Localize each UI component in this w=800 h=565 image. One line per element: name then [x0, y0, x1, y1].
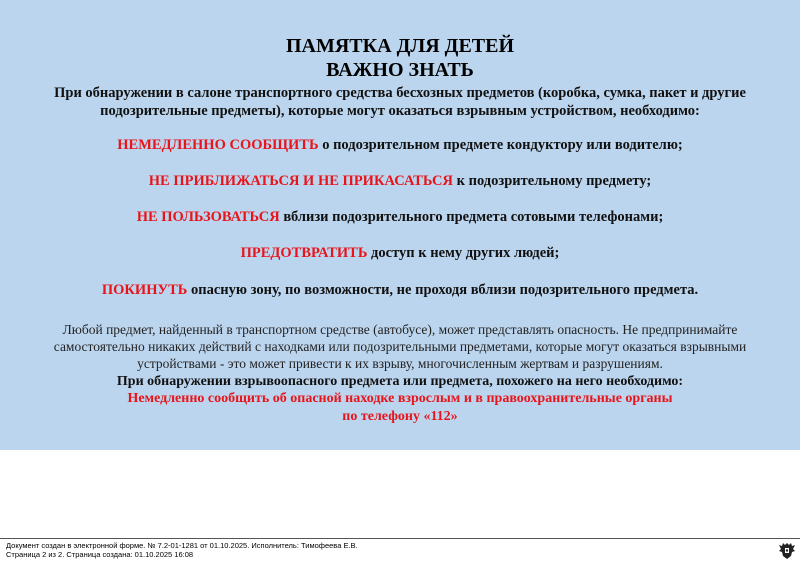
- rule-highlight: НЕМЕДЛЕННО СООБЩИТЬ: [117, 137, 319, 153]
- emergency-line: Немедленно сообщить об опасной находке взрослым и в правоохранительные органы: [127, 391, 673, 406]
- rule-highlight: ПРЕДОТВРАТИТЬ: [240, 245, 368, 261]
- warning-paragraph: Любой предмет, найденный в транспортном средстве (автобусе), может представлять опасность. Не предпринимайте самостоятельно никаких действий с находками или подозрительными предметами, которые могут оказаться взрывными устройствами - это может привести к их взрыву, многочисленным жертвам и разрушениям.: [53, 322, 747, 371]
- footer-doc-info: Документ создан в электронной форме. № 7.2-01-1281 от 01.10.2025. Исполнитель: Тимофеева Е.В.: [6, 541, 358, 550]
- rule-text: доступ к нему других людей;: [367, 245, 560, 261]
- coat-of-arms-icon: [778, 541, 796, 561]
- footer-divider: [0, 538, 800, 539]
- emergency-phone-line: по телефону «112»: [342, 409, 458, 424]
- rule-item: [0, 173, 800, 190]
- rule-text: о подозрительном предмете кондуктору или водителю;: [318, 137, 683, 153]
- rule-item: [0, 245, 800, 262]
- rule-text: опасную зону, по возможности, не проходя вблизи подозрительного предмета.: [187, 282, 699, 298]
- rule-item: [0, 137, 800, 154]
- rule-highlight: НЕ ПРИБЛИЖАТЬСЯ И НЕ ПРИКАСАТЬСЯ: [148, 173, 454, 189]
- rule-text: к подозрительному предмету;: [453, 173, 652, 189]
- memo-subtitle: ВАЖНО ЗНАТЬ: [326, 59, 474, 81]
- instruction-line: При обнаружении взрывоопасного предмета или предмета, похожего на него необходимо:: [116, 374, 684, 389]
- rule-highlight: ПОКИНУТЬ: [101, 282, 188, 298]
- rule-text: вблизи подозрительного предмета сотовыми телефонами;: [279, 209, 664, 225]
- rule-highlight: НЕ ПОЛЬЗОВАТЬСЯ: [136, 209, 280, 225]
- memo-title: ПАМЯТКА ДЛЯ ДЕТЕЙ: [285, 35, 515, 57]
- rule-item: [0, 209, 800, 226]
- rule-item: [0, 282, 800, 299]
- intro-paragraph: При обнаружении в салоне транспортного средства бесхозных предметов (коробка, сумка, пакет и другие подозрительные предметы), которые могут оказаться взрывным устройством, необходимо:: [54, 85, 746, 119]
- footer-page-info: Страница 2 из 2. Страница создана: 01.10.2025 16:08: [6, 550, 194, 559]
- document-footer: [6, 541, 706, 559]
